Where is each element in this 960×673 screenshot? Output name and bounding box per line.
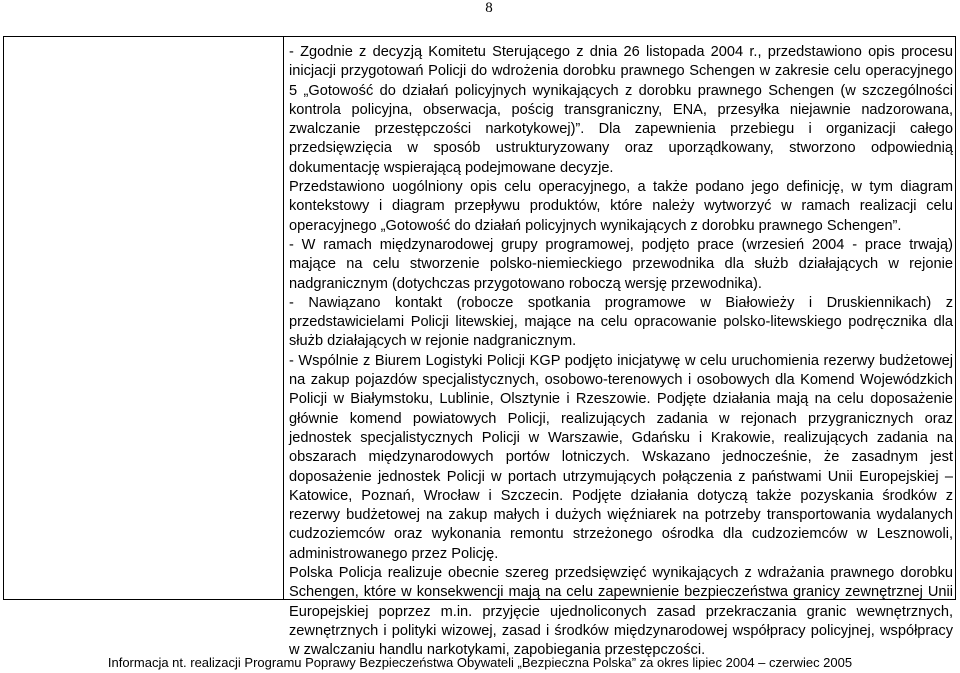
- table-frame: [3, 36, 956, 659]
- paragraph-lithuania: - Nawiązano kontakt (robocze spotkania programowe w Białowieży i Druskiennikach) z przedstawicielami Policji litewskiej, mające na celu opracowanie polsko-litewskiego podręcznika dla służb działających w rejonie nadgranicznym.: [289, 294, 953, 350]
- page-number: 8: [485, 0, 493, 16]
- paragraph-logistics: - Wspólnie z Biurem Logistyki Policji KGP podjęto inicjatywę w celu uruchomienia rezerwy budżetowej na zakup pojazdów specjalistycznych, osobowo-terenowych i osobowych dla Komend Wojewódzkich Policji w Białymstoku, Lublinie, Olsztynie i Rzeszowie. Podjęte działania mają na celu doposażenie głównie komend powiatowych Policji, realizujących zadania w rejonach przygranicznych oraz jednostek specjalistycznych Policji w Warszawie, Gdańsku i Krakowie, realizujących zadania na obszarach międzynarodowych portów lotniczych. Wskazano jednocześnie, że zasadnym jest doposażenie jednostek Policji w portach utrzymujących połączenia z państwami Unii Europejskiej – Katowice, Poznań, Wrocław i Szczecin. Podjęte działania dotyczą także pozyskania środków z rezerwy budżetowej na zakup małych i dużych więźniarek na potrzeby transportowania wydalanych cudzoziemców oraz wykonania remontu strzeżonego ośrodka dla cudzoziemców w Lesznowoli, administrowanego przez Policję.: [289, 352, 953, 562]
- paragraph-guide-germany: - W ramach międzynarodowej grupy programowej, podjęto prace (wrzesień 2004 - prace trwają) mające na celu stworzenie polsko-niemieckiego przewodnika dla służb działających w rejonie nadgranicznym (dotychczas przygotowano roboczą wersję przewodnika).: [289, 236, 953, 292]
- table-cell-content: [289, 43, 953, 661]
- column-divider: [283, 37, 284, 599]
- page-footer: Informacja nt. realizacji Programu Poprawy Bezpieczeństwa Obywateli „Bezpieczna Polska” za okres lipiec 2004 – czerwiec 2005: [107, 655, 853, 670]
- paragraph-operational-goal: Przedstawiono uogólniony opis celu operacyjnego, a także podano jego definicję, w tym diagram kontekstowy i diagram przepływu produktów, które należy wytworzyć w ramach realizacji celu operacyjnego „Gotowość do działań policyjnych wynikających z dorobku prawnego Schengen”.: [289, 179, 953, 234]
- paragraph-schengen-decision: - Zgodnie z decyzją Komitetu Sterującego z dnia 26 listopada 2004 r., przedstawiono opis procesu inicjacji przygotowań Policji do wdrożenia dorobku prawnego Schengen w zakresie celu operacyjnego 5 „Gotowość do działań policyjnych wynikających z dorobku prawnego Schengen (w szczególności kontrola policyjna, obserwacja, pościg transgraniczny, ENA, przesyłka niejawnie nadzorowana, zwalczanie przestępczości narkotykowej)”. Dla zapewnienia przebiegu i organizacji całego przedsięwzięcia w sposób ustrukturyzowany oraz uporządkowany, stworzono odpowiednią dokumentację wspierającą podejmowane decyzje.: [289, 44, 953, 176]
- paragraph-polish-police: Polska Policja realizuje obecnie szereg przedsięwzięć wynikających z wdrażania prawnego dorobku Schengen, które w konsekwencji mają na celu zapewnienie bezpieczeństwa granicy zewnętrznej Unii Europejskiej poprzez m.in. przyjęcie ujednoliconych zasad przekraczania granic wewnętrznych, zewnętrznych i polityki wizowej, zasad i środków międzynarodowej współpracy policyjnej, współpracy w zwalczaniu handlu narkotykami, zapobiegania przestępczości.: [289, 565, 953, 659]
